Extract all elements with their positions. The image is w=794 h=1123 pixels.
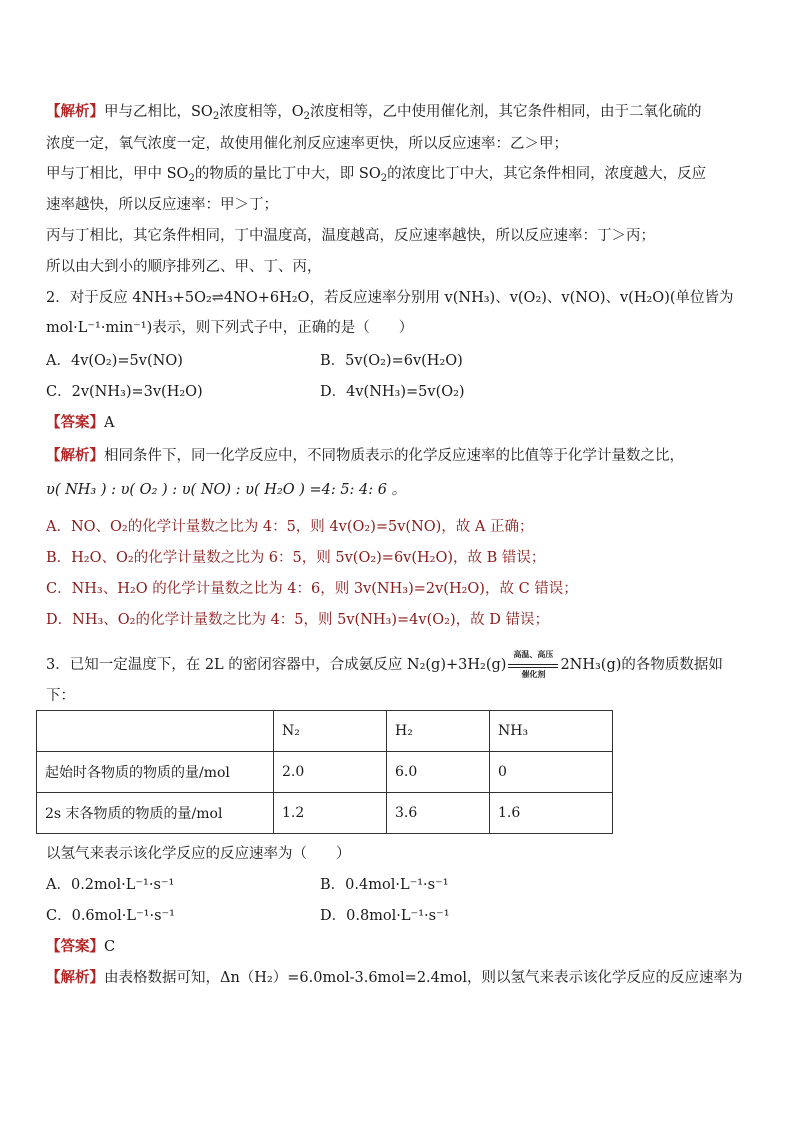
q3-stem-line2: 下： [46, 688, 75, 704]
q2-analysis-d: D．NH₃、O₂的化学计量数之比为 4：5，则 5v(NH₃)=4v(O₂)，故 D 错误； [46, 612, 549, 628]
q3-option-a: A．0.2mol·L⁻¹·s⁻¹ [46, 877, 175, 893]
q3-option-b: B．0.4mol·L⁻¹·s⁻¹ [320, 877, 449, 893]
table-row [37, 793, 613, 834]
table-cell: 0 [490, 752, 613, 793]
p1-line1: 【解析】甲与乙相比，$SO_2$浓度相等，$O_2$浓度相等，乙中使用催化剂，其它条件相同，由于二氧化硫的 [46, 103, 702, 122]
q2-option-b: B．5v(O₂)=6v(H₂O) [320, 353, 463, 369]
table-cell: 起始时各物质的物质的量/mol [37, 752, 274, 793]
p1-line4: 速率越快，所以反应速率：甲＞丁； [46, 197, 278, 213]
q2-option-c: C．2v(NH₃)=3v(H₂O) [46, 384, 203, 400]
q2-analysis: 【解析】相同条件下，同一化学反应中，不同物质表示的化学反应速率的比值等于化学计量数之比， [46, 447, 684, 464]
q2-analysis-b: B．H₂O、O₂的化学计量数之比为 6：5，则 5v(O₂)=6v(H₂O)，故 B 错误； [46, 550, 546, 566]
q2-analysis-a: A．NO、O₂的化学计量数之比为 4：5，则 4v(O₂)=5v(NO)，故 A 正确； [46, 519, 534, 535]
table-header-cell: N₂ [274, 711, 387, 752]
answer-tag: 【答案】 [46, 414, 104, 431]
q3-analysis: 【解析】由表格数据可知，Δn（H₂）=6.0mol-3.6mol=2.4mol，则以氢气来表示该化学反应的反应速率为 [46, 969, 743, 986]
q2-ratio-formula: υ( NH₃ ) : υ( O₂ ) : υ( NO) : υ( H₂O ) =4: 5: 4: 6 。 [46, 482, 407, 498]
table-cell: 2s 末各物质的物质的量/mol [37, 793, 274, 834]
table-cell: 2.0 [274, 752, 387, 793]
table-cell: 6.0 [387, 752, 490, 793]
q2-option-a: A．4v(O₂)=5v(NO) [46, 353, 183, 369]
q3-option-d: D．0.8mol·L⁻¹·s⁻¹ [320, 908, 450, 924]
q2-analysis-c: C．NH₃、H₂O 的化学计量数之比为 4：6，则 3v(NH₃)=2v(H₂O)，故 C 错误； [46, 581, 578, 597]
q2-stem-line1: 2．对于反应 4NH₃+5O₂⇌4NO+6H₂O，若反应速率分别用 v(NH₃)、v(O₂)、v(NO)、v(H₂O)(单位皆为 [46, 290, 734, 306]
table-header-cell: H₂ [387, 711, 490, 752]
table-row [37, 752, 613, 793]
q2-answer [46, 413, 746, 433]
p1-line5: 丙与丁相比，其它条件相同，丁中温度高，温度越高，反应速率越快，所以反应速率：丁＞丙； [46, 228, 655, 244]
q3-answer [46, 937, 746, 957]
table-cell: 3.6 [387, 793, 490, 834]
p1-line3: 甲与丁相比，甲中 $SO_2$的物质的量比丁中大，即 $SO_2$的浓度比丁中大，其它条件相同，浓度越大，反应 [46, 166, 707, 184]
answer-value: A [104, 415, 115, 431]
analysis-tag: 【解析】 [46, 103, 104, 120]
table-cell: 1.6 [490, 793, 613, 834]
q3-stem-line3: 以氢气来表示该化学反应的反应速率为（ ） [46, 846, 351, 862]
table-header-cell [37, 711, 274, 752]
p1-line6: 所以由大到小的顺序排列乙、甲、丁、丙， [46, 259, 322, 275]
answer-tag: 【答案】 [46, 938, 104, 955]
analysis-tag: 【解析】 [46, 969, 104, 986]
table-header-cell: NH₃ [490, 711, 613, 752]
q2-option-d: D．4v(NH₃)=5v(O₂) [320, 384, 465, 400]
q3-option-c: C．0.6mol·L⁻¹·s⁻¹ [46, 908, 175, 924]
q3-data-table [36, 710, 613, 834]
p1-line2: 浓度一定，氧气浓度一定，故使用催化剂反应速率更快，所以反应速率：乙＞甲； [46, 136, 568, 152]
answer-value: C [104, 939, 116, 955]
table-cell: 1.2 [274, 793, 387, 834]
analysis-tag: 【解析】 [46, 447, 104, 464]
q3-stem-line1: 3．已知一定温度下，在 2L 的密闭容器中，合成氨反应 N₂(g)+3H₂(g) 高温、高压 催化剂 2NH₃(g)的各物质数据如 [46, 649, 723, 679]
equilibrium-arrow: 高温、高压 催化剂 [506, 655, 560, 675]
q2-stem-line2: mol·L⁻¹·min⁻¹)表示，则下列式子中，正确的是（ ） [46, 320, 414, 336]
table-header-row [37, 711, 613, 752]
